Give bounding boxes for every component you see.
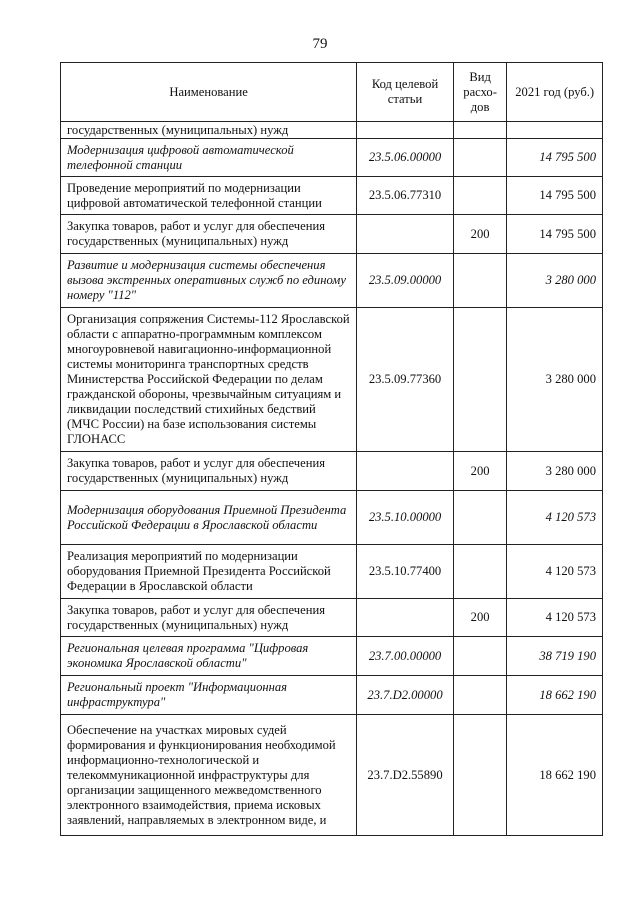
row-amount: 38 719 190	[507, 637, 603, 676]
row-type: 200	[453, 215, 506, 254]
row-code: 23.5.10.77400	[357, 545, 454, 599]
row-type	[453, 676, 506, 715]
table-row	[61, 715, 603, 836]
row-type	[453, 254, 506, 308]
row-amount: 4 120 573	[507, 599, 603, 637]
row-code	[357, 599, 454, 637]
budget-table	[60, 62, 603, 836]
row-name: Модернизация цифровой автоматической телефонной станции	[61, 139, 357, 177]
row-name: Проведение мероприятий по модернизации цифровой автоматической телефонной станции	[61, 177, 357, 215]
row-code: 23.7.00.00000	[357, 637, 454, 676]
row-code	[357, 452, 454, 491]
table-row	[61, 308, 603, 452]
table-row	[61, 122, 603, 139]
row-code: 23.5.06.00000	[357, 139, 454, 177]
row-name: Обеспечение на участках мировых судей формирования и функционирования необходимой информационно-технологической и телекоммуникационной инфраструктуры для организации защищенного межведомственного электронного взаимодействия, приема исковых заявлений, направляемых в электронном виде, и	[61, 715, 357, 836]
row-type	[453, 308, 506, 452]
row-amount: 3 280 000	[507, 452, 603, 491]
header-type: Вид расхо-дов	[453, 63, 506, 122]
row-name: Модернизация оборудования Приемной Президента Российской Федерации в Ярославской области	[61, 491, 357, 545]
row-amount: 3 280 000	[507, 254, 603, 308]
table-row	[61, 177, 603, 215]
row-type	[453, 545, 506, 599]
table-row	[61, 491, 603, 545]
row-code: 23.5.06.77310	[357, 177, 454, 215]
table-row	[61, 545, 603, 599]
table-header-row	[61, 63, 603, 122]
row-type	[453, 637, 506, 676]
row-amount: 18 662 190	[507, 676, 603, 715]
row-code: 23.5.09.00000	[357, 254, 454, 308]
row-code: 23.7.D2.00000	[357, 676, 454, 715]
row-code	[357, 215, 454, 254]
table-row	[61, 139, 603, 177]
row-type	[453, 715, 506, 836]
row-name: Региональная целевая программа "Цифровая экономика Ярославской области"	[61, 637, 357, 676]
row-amount: 4 120 573	[507, 545, 603, 599]
table-row	[61, 215, 603, 254]
row-amount: 4 120 573	[507, 491, 603, 545]
row-amount: 14 795 500	[507, 215, 603, 254]
row-type	[453, 122, 506, 139]
row-amount	[507, 122, 603, 139]
row-name: Закупка товаров, работ и услуг для обеспечения государственных (муниципальных) нужд	[61, 599, 357, 637]
header-amount: 2021 год (руб.)	[507, 63, 603, 122]
row-type: 200	[453, 452, 506, 491]
row-type: 200	[453, 599, 506, 637]
table-row	[61, 676, 603, 715]
row-type	[453, 139, 506, 177]
row-code: 23.7.D2.55890	[357, 715, 454, 836]
row-code: 23.5.09.77360	[357, 308, 454, 452]
row-name: Региональный проект "Информационная инфраструктура"	[61, 676, 357, 715]
table-row	[61, 254, 603, 308]
table-row	[61, 452, 603, 491]
row-amount: 14 795 500	[507, 139, 603, 177]
row-amount: 3 280 000	[507, 308, 603, 452]
page-number: 79	[312, 36, 328, 52]
row-name: Организация сопряжения Системы-112 Ярославской области с аппаратно-программным комплексом многоуровневой навигационно-информационной системы мониторинга транспортных средств Министерства Российской Федерации по делам гражданской обороны, чрезвычайным ситуациям и ликвидации последствий стихийных бедствий (МЧС России) на базе использования системы ГЛОНАСС	[61, 308, 357, 452]
row-name: государственных (муниципальных) нужд	[61, 122, 357, 139]
row-name: Закупка товаров, работ и услуг для обеспечения государственных (муниципальных) нужд	[61, 215, 357, 254]
header-code: Код целевой статьи	[357, 63, 454, 122]
row-name: Закупка товаров, работ и услуг для обеспечения государственных (муниципальных) нужд	[61, 452, 357, 491]
row-name: Развитие и модернизация системы обеспечения вызова экстренных оперативных служб по единому номеру "112"	[61, 254, 357, 308]
row-code	[357, 122, 454, 139]
row-amount: 14 795 500	[507, 177, 603, 215]
row-amount: 18 662 190	[507, 715, 603, 836]
table-row	[61, 599, 603, 637]
row-name: Реализация мероприятий по модернизации оборудования Приемной Президента Российской Федерации в Ярославской области	[61, 545, 357, 599]
header-name: Наименование	[61, 63, 357, 122]
table-row	[61, 637, 603, 676]
row-type	[453, 491, 506, 545]
row-type	[453, 177, 506, 215]
row-code: 23.5.10.00000	[357, 491, 454, 545]
